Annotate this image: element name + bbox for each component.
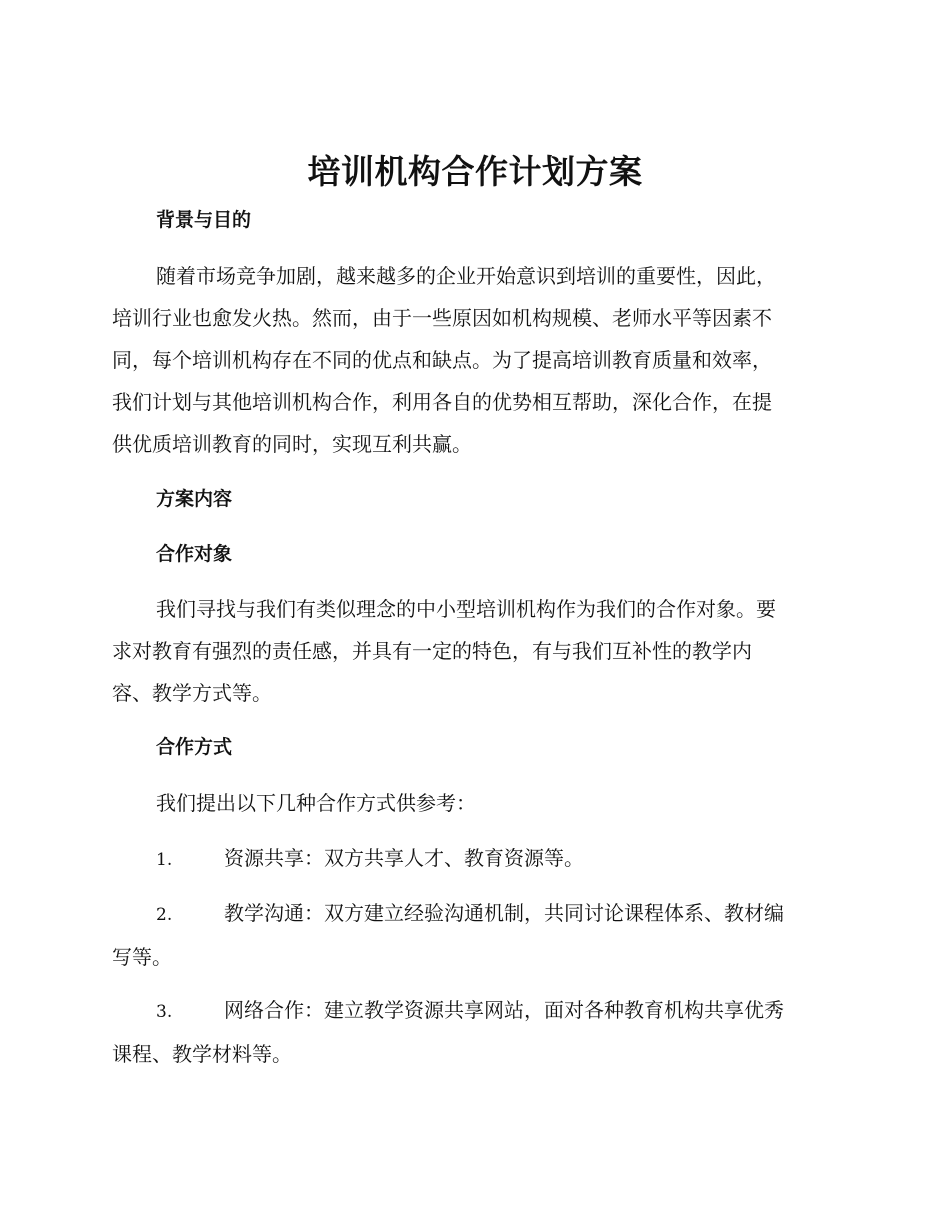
list-item-continuation: 课程、教学材料等。 xyxy=(112,1042,292,1066)
list-item-text: 资源共享：双方共享人才、教育资源等。 xyxy=(224,846,584,870)
list-item-number: 3. xyxy=(156,1002,173,1022)
method-intro-paragraph xyxy=(112,782,834,824)
section-heading-background: 背景与目的 xyxy=(156,209,252,231)
list-item-text: 网络合作：建立教学资源共享网站，面对各种教育机构共享优秀 xyxy=(224,998,784,1022)
list-item-line xyxy=(112,837,834,881)
paragraph-line: 我们提出以下几种合作方式供参考： xyxy=(156,791,476,815)
paragraph-line: 供优质培训教育的同时，实现互利共赢。 xyxy=(112,432,472,456)
paragraph-line: 随着市场竞争加剧，越来越多的企业开始意识到培训的重要性，因此， xyxy=(156,264,776,288)
paragraph-line: 同，每个培训机构存在不同的优点和缺点。为了提高培训教育质量和效率， xyxy=(112,348,772,372)
paragraph-line: 培训行业也愈发火热。然而，由于一些原因如机构规模、老师水平等因素不 xyxy=(112,306,772,330)
list-item-continuation: 写等。 xyxy=(112,945,172,969)
method-list-item-2 xyxy=(112,892,834,978)
list-item-number: 2. xyxy=(156,905,173,925)
method-list-item-1 xyxy=(112,837,834,881)
method-list-item-3 xyxy=(112,989,834,1075)
paragraph-line: 容、教学方式等。 xyxy=(112,681,272,705)
background-paragraph xyxy=(112,255,834,465)
list-item-number: 1. xyxy=(156,850,173,870)
paragraph-line: 我们计划与其他培训机构合作，利用各自的优势相互帮助，深化合作，在提 xyxy=(112,390,772,414)
list-item-line xyxy=(112,989,834,1033)
paragraph-line: 求对教育有强烈的责任感，并具有一定的特色，有与我们互补性的教学内 xyxy=(112,639,752,663)
paragraph-line: 我们寻找与我们有类似理念的中小型培训机构作为我们的合作对象。要 xyxy=(156,597,776,621)
section-heading-method: 合作方式 xyxy=(156,736,233,758)
partner-paragraph xyxy=(112,588,834,714)
list-item-line xyxy=(112,892,834,936)
list-item-text: 教学沟通：双方建立经验沟通机制，共同讨论课程体系、教材编 xyxy=(224,901,784,925)
section-heading-partner: 合作对象 xyxy=(156,543,233,565)
section-heading-plan: 方案内容 xyxy=(156,488,233,510)
document-title: 培训机构合作计划方案 xyxy=(307,152,643,191)
